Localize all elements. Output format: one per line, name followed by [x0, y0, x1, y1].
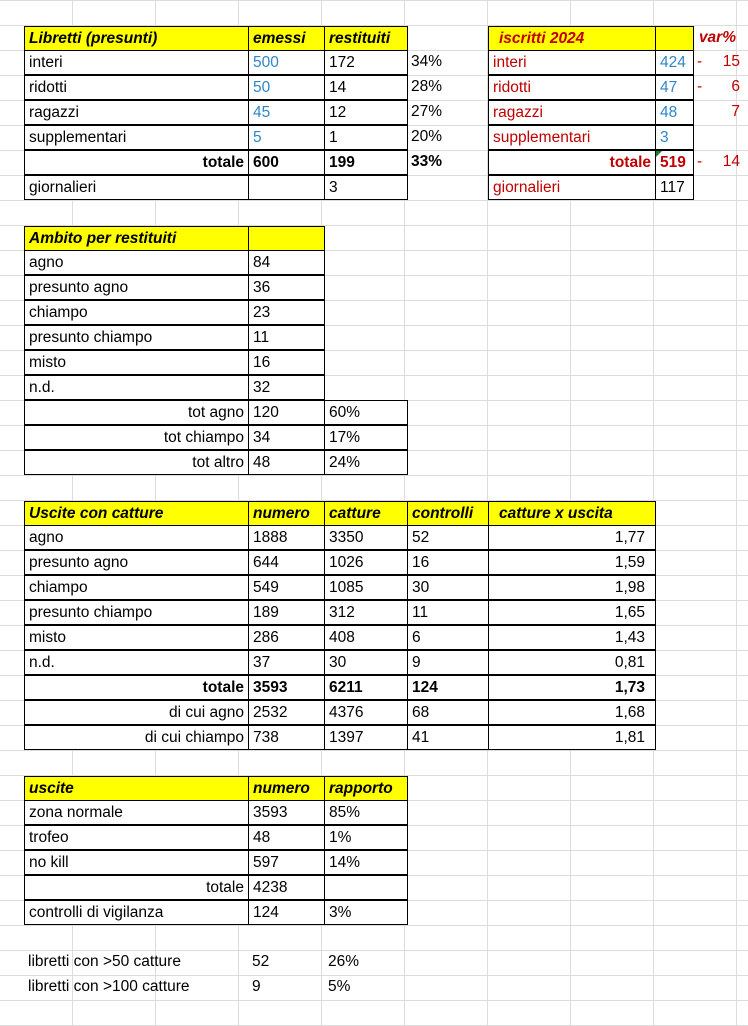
catture-header: catture [324, 501, 408, 526]
var-value: 7 [731, 103, 740, 120]
uc-row-numero: 189 [248, 600, 325, 625]
emessi-value: 500 [248, 50, 325, 75]
uc-row-numero: 37 [248, 650, 325, 675]
iscritti-value: 48 [655, 100, 694, 125]
uscite-totale-label: totale [24, 875, 249, 900]
emessi-value: 45 [248, 100, 325, 125]
uc-row-ratio: 1,59 [488, 550, 656, 575]
uc-row-numero: 549 [248, 575, 325, 600]
libretti-row-label: ragazzi [24, 100, 249, 125]
uscite-totale-numero: 4238 [248, 875, 325, 900]
restituiti-value: 1 [324, 125, 408, 150]
uc-row-label: di cui agno [24, 700, 249, 725]
emessi-value: 5 [248, 125, 325, 150]
iscritti-totale-label: totale [488, 150, 656, 175]
ambito-row-label: n.d. [24, 375, 249, 400]
libretti-row-label: interi [24, 50, 249, 75]
restituiti-totale-pct: 33% [411, 153, 443, 170]
uc-row-controlli: 11 [407, 600, 489, 625]
controlli-vigilanza-label: controlli di vigilanza [24, 900, 249, 925]
uscite-row-numero: 3593 [248, 800, 325, 825]
ambito-total-label: tot altro [24, 450, 249, 475]
iscritti-totale-number: 519 [660, 154, 686, 171]
restituiti-pct: 28% [411, 78, 443, 95]
uc-row-controlli: 68 [407, 700, 489, 725]
uc-row-catture: 1085 [324, 575, 408, 600]
uc-row-catture: 6211 [324, 675, 408, 700]
ambito-row-value: 36 [248, 275, 325, 300]
libretti-row-label: ridotti [24, 75, 249, 100]
uc-row-label: n.d. [24, 650, 249, 675]
var-totale: 14 [722, 153, 740, 170]
libretti-catture-label: libretti con >100 catture [28, 978, 190, 995]
uc-row-catture: 312 [324, 600, 408, 625]
ambito-total-value: 120 [248, 400, 325, 425]
uc-row-catture: 4376 [324, 700, 408, 725]
emessi-value: 50 [248, 75, 325, 100]
ambito-row-label: agno [24, 250, 249, 275]
uscite-row-rapporto: 14% [324, 850, 408, 875]
uc-row-ratio: 1,65 [488, 600, 656, 625]
iscritti-row-label: ragazzi [488, 100, 656, 125]
var-value: 6 [731, 78, 740, 95]
uc-row-catture: 30 [324, 650, 408, 675]
restituiti-pct: 20% [411, 128, 443, 145]
iscritti-value: 47 [655, 75, 694, 100]
emessi-totale: 600 [248, 150, 325, 175]
iscritti-totale-value [655, 150, 694, 175]
libretti-catture-numero: 52 [252, 953, 270, 970]
uc-row-ratio: 1,77 [488, 525, 656, 550]
uc-row-catture: 3350 [324, 525, 408, 550]
controlli-vigilanza-rapporto: 3% [324, 900, 408, 925]
uscite-row-rapporto: 1% [324, 825, 408, 850]
ambito-row-label: chiampo [24, 300, 249, 325]
iscritti-header-blank [655, 26, 694, 51]
var-sign: - [697, 153, 703, 170]
uc-row-ratio: 1,43 [488, 625, 656, 650]
restituiti-value: 14 [324, 75, 408, 100]
giornalieri-label: giornalieri [24, 175, 249, 200]
ambito-total-value: 34 [248, 425, 325, 450]
uc-row-label: di cui chiampo [24, 725, 249, 750]
uscite-totale-rapporto [324, 875, 408, 900]
numero-header: numero [248, 501, 325, 526]
uc-row-catture: 1397 [324, 725, 408, 750]
uscite-row-label: zona normale [24, 800, 249, 825]
ambito-header: Ambito per restituiti [24, 226, 249, 251]
restituiti-value: 12 [324, 100, 408, 125]
uscite-row-numero: 48 [248, 825, 325, 850]
uc-row-numero: 2532 [248, 700, 325, 725]
restituiti-header: restituiti [324, 26, 408, 51]
ambito-row-value: 32 [248, 375, 325, 400]
ambito-row-label: presunto chiampo [24, 325, 249, 350]
iscritti-row-label: interi [488, 50, 656, 75]
uscite-header: uscite [24, 776, 249, 801]
var-sign: - [697, 53, 703, 70]
uc-row-controlli: 30 [407, 575, 489, 600]
ambito-total-pct: 24% [324, 450, 408, 475]
ambito-total-value: 48 [248, 450, 325, 475]
uc-row-ratio: 1,73 [488, 675, 656, 700]
ambito-row-value: 11 [248, 325, 325, 350]
uc-row-ratio: 1,98 [488, 575, 656, 600]
var-header: var% [698, 29, 736, 46]
libretti-header-label: Libretti (presunti) [24, 26, 249, 51]
ambito-total-pct: 60% [324, 400, 408, 425]
libretti-catture-pct: 26% [328, 953, 360, 970]
rapporto-header: rapporto [324, 776, 408, 801]
uc-row-controlli: 124 [407, 675, 489, 700]
libretti-catture-label: libretti con >50 catture [28, 953, 181, 970]
uc-row-ratio: 1,68 [488, 700, 656, 725]
uc-row-catture: 1026 [324, 550, 408, 575]
ambito-row-label: presunto agno [24, 275, 249, 300]
uc-row-label: presunto chiampo [24, 600, 249, 625]
uc-row-ratio: 0,81 [488, 650, 656, 675]
uc-row-numero: 3593 [248, 675, 325, 700]
emessi-header: emessi [248, 26, 325, 51]
uc-row-ratio: 1,81 [488, 725, 656, 750]
iscritti-header: iscritti 2024 [488, 26, 656, 51]
iscritti-giornalieri-value: 117 [655, 175, 694, 200]
uscite-row-numero: 597 [248, 850, 325, 875]
uscite-row-label: trofeo [24, 825, 249, 850]
uc-row-numero: 286 [248, 625, 325, 650]
var-sign: - [697, 78, 703, 95]
uc-row-controlli: 16 [407, 550, 489, 575]
uc-row-catture: 408 [324, 625, 408, 650]
restituiti-value: 172 [324, 50, 408, 75]
ambito-total-pct: 17% [324, 425, 408, 450]
uc-row-numero: 644 [248, 550, 325, 575]
libretti-catture-pct: 5% [328, 978, 351, 995]
uc-row-label: totale [24, 675, 249, 700]
uscite-row-rapporto: 85% [324, 800, 408, 825]
ambito-row-label: misto [24, 350, 249, 375]
ambito-total-label: tot chiampo [24, 425, 249, 450]
giornalieri-restituiti: 3 [324, 175, 408, 200]
uscite-catture-header: Uscite con catture [24, 501, 249, 526]
giornalieri-emessi [248, 175, 325, 200]
iscritti-giornalieri-label: giornalieri [488, 175, 656, 200]
iscritti-row-label: supplementari [488, 125, 656, 150]
ambito-row-value: 23 [248, 300, 325, 325]
uc-row-controlli: 41 [407, 725, 489, 750]
libretti-totale-label: totale [24, 150, 249, 175]
uscite-numero-header: numero [248, 776, 325, 801]
var-value: 15 [722, 53, 740, 70]
uc-row-controlli: 6 [407, 625, 489, 650]
restituiti-pct: 27% [411, 103, 443, 120]
controlli-vigilanza-numero: 124 [248, 900, 325, 925]
catture-per-uscita-header: catture x uscita [488, 501, 656, 526]
ambito-row-value: 84 [248, 250, 325, 275]
uc-row-label: chiampo [24, 575, 249, 600]
comment-marker-icon[interactable] [656, 151, 662, 157]
iscritti-value: 3 [655, 125, 694, 150]
uc-row-numero: 1888 [248, 525, 325, 550]
ambito-total-label: tot agno [24, 400, 249, 425]
iscritti-value: 424 [655, 50, 694, 75]
uc-row-controlli: 52 [407, 525, 489, 550]
uc-row-numero: 738 [248, 725, 325, 750]
iscritti-row-label: ridotti [488, 75, 656, 100]
uscite-row-label: no kill [24, 850, 249, 875]
uc-row-controlli: 9 [407, 650, 489, 675]
restituiti-pct: 34% [411, 53, 443, 70]
ambito-row-value: 16 [248, 350, 325, 375]
controlli-header: controlli [407, 501, 489, 526]
ambito-header-blank [248, 226, 325, 251]
libretti-row-label: supplementari [24, 125, 249, 150]
uc-row-label: misto [24, 625, 249, 650]
restituiti-totale: 199 [324, 150, 408, 175]
libretti-catture-numero: 9 [252, 978, 261, 995]
uc-row-label: presunto agno [24, 550, 249, 575]
uc-row-label: agno [24, 525, 249, 550]
